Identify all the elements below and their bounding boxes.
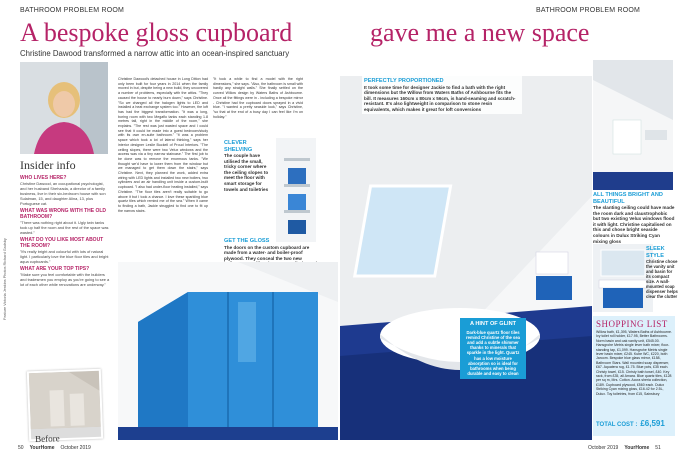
vanity-top-illustration (593, 60, 673, 190)
before-illustration (29, 371, 101, 429)
cupboard-illustration (118, 262, 338, 440)
brand-left: YourHome (29, 445, 55, 451)
caption-perfectly-proportioned (362, 76, 522, 114)
section-label-left: BATHROOM PROBLEM ROOM (20, 7, 125, 14)
caption-bright-text: The slanting ceiling could have made the room dark and claustrophobic but two existing Velux windows flood it with light. Christine capitalised on this and chose bright seaside colours in Dulux Striking Cyan mixing gloss (593, 205, 675, 244)
info-answer-4: "Make sure you feel comfortable with the builders and tradesmen you employ as you're going to see a lot of each other while renovations are underway." (20, 272, 110, 287)
info-question-3: WHAT DO YOU LIKE MOST ABOUT THE ROOM? (20, 237, 104, 249)
basin-illustration (593, 244, 653, 312)
caption-hint-of-glint (460, 318, 526, 379)
info-answer-3: "It's really bright and colourful with lots of natural light. I particularly love the blue floor tiles and bright aqua cupboards." (20, 249, 109, 264)
body-column-1: Christine Dawood's detached house in Long Ditton had only been built for four years in 2014 when the family moved in but, despite being a new build, they uncovered a number of problems, especially with the attics. "They caused the house to nearly burn down," says Christine. "So we changed all the halogen lights to LED and installed a heat exchange system too." However, the loft has had the biggest transformation. "It was a long, boring room with two Megaflo tanks each standing 1.8 metres tall, right in the middle of the room," she explains. "The rest was just wasted space and I could see that it could be made into a guest bedroom/study with its own en-suite bathroom." "It was a problem space which took a lot of lateral thinking," says her interior designer Leslie Buckell of Proud Interiors. "The ceiling slopes, there were two Velux windows and the access was via a tiny narrow staircase." The first job to be done was to remove the enormous tanks. "We thought we'd have to lower them from the window but we managed to get them down the stairs," says Christine. Next, they planned the work, added extra wiring with LED lights and installed two new boilers, two cylinders and an air handling unit inside a custom-built cupboard. "I also had under-floor heating installed," says Christine. "The floor tiles aren't really suitable to go above it but I took a chance. I love these sparkling blue quartz tiles which remind me of the sea." When it came to finding a bath, Jackie struggled to find one to fit up the narrow stairs. (118, 77, 208, 213)
insider-info-heading: Insider info (20, 158, 76, 172)
body-column-2: "It took a while to find a model with the right dimensions," she says. "Also, the bathroom is small with hardly any straight walls." She finally settled on the curved Willow design by Waters Baths of Ashbourne. Once all the fittings were in - including a bespoke mirror - Christine had the cupboard doors sprayed in a vivid blue. "I wanted a pretty seaside look," says Christine, "so that at the end of a busy day I can feel like I'm on holiday." (213, 77, 303, 119)
issue-date-right: October 2019 (588, 445, 619, 451)
info-answer-1: Christine Dawood, an occupational psychologist, and her husband Shehzada, a director of a family business, live in their six-bedroom house with son Sulaiman, 15, and daughter Alina, 13, plus Portuguese cat. (20, 181, 106, 206)
caption-bright-beautiful (593, 192, 675, 244)
caption-sleek-heading: SLEEK STYLE (646, 246, 665, 259)
portrait-illustration (20, 62, 108, 154)
shopping-list-items: Willow bath, £1,395, Waters Baths of Ashbourne. Ivy toilet roll holder, £17.95, Better Bathrooms. Norm basin and oak vanity unit, £545.00. Hansgrohe Metris single lever bath mixer, floor-standing tap, £1,099. Hansgrohe Metris single lever basin mixer, £245. Kube WC, £220, both Jaroom. Bespoke blue glass mirror, £158, Bathroom Stars. Wall mounted soap dispenser, £67. Aquatera rug, £1.75. Blue pots, £35 each. Christy towel, £15. Christy bath towel, £40. Key rack, from £35, all Amara. Blue quartz tiles, £128 per sq m, Mrs. Cotton. Accra sheria collection, £189. Cupboard plywood, £560 each. Dulux Striking Cyan mixing gloss, £16.42 for 2.5L, Dulux. Toy toiletries, from £15, Sainsbury (596, 330, 672, 396)
total-cost-label: TOTAL COST : (596, 422, 638, 428)
bathroom-main-photo (340, 76, 592, 440)
info-question-4: WHAT ARE YOUR TOP TIPS? (20, 266, 90, 272)
before-caption: Before (34, 433, 60, 445)
brand-right: YourHome (624, 445, 650, 451)
caption-perfect-text: It took some time for designer Jackie to find a bath with the right dimensions but the Willow from Waters Baths of Ashbourne fits the bill. It measures 160cm x 80cm x 56cm, is hand-seaming and scratch-resistant. It's also lightweight in comparison to stone resin equivalents, which makes it great for loft conversions (364, 84, 516, 112)
shopping-list (593, 316, 675, 436)
caption-hint-text: Dark-blue quartz floor tiles remind Christine of the sea and add a subtle shimmer thanks to minerals that sparkle in the light. Quartz has a low moisture absorption so is ideal for bathrooms when being durable and easy to clean (466, 329, 520, 377)
page-number-left: 50 (18, 445, 24, 451)
total-cost-value: £6,591 (640, 419, 665, 428)
vanity-photo-top (593, 60, 673, 190)
basin-photo (593, 244, 653, 312)
info-question-1: WHO LIVES HERE? (20, 175, 67, 181)
headline-left: A bespoke gloss cupboard (20, 18, 293, 47)
caption-sleek-text: Christine chose the vanity unit and basin for its compact size. A wall-mounted soap dispenser helps clear the clutter (646, 259, 678, 299)
caption-clever-heading: CLEVER SHELVING (224, 140, 253, 153)
insider-info-box (20, 158, 110, 287)
shopping-list-heading: SHOPPING LIST (596, 319, 668, 329)
photo-credit: Feature Victoria Jenkins Photos Richard Gadsby (3, 238, 7, 320)
footer-right (588, 445, 661, 451)
info-answer-2: "There was nothing right about it. Ugly twin tanks took up half the room and the rest of the space was wasted." (20, 220, 109, 235)
page-number-right: 51 (655, 445, 661, 451)
issue-date-left: October 2019 (60, 445, 91, 451)
cupboard-photo (118, 262, 338, 440)
caption-clever-shelving (224, 140, 274, 192)
standfirst: Christine Dawood transformed a narrow attic into an ocean-inspired sanctuary (20, 49, 290, 58)
footer-left (18, 445, 91, 451)
caption-sleek-style (646, 246, 678, 299)
shelving-photo (276, 138, 316, 242)
caption-bright-heading: ALL THINGS BRIGHT AND BEAUTIFUL (593, 192, 663, 205)
section-label-right: BATHROOM PROBLEM ROOM (536, 7, 641, 14)
info-question-2: WHAT WAS WRONG WITH THE OLD BATHROOM? (20, 208, 107, 220)
caption-gloss-text: The doors on the custom cupboard are made from a water- and boiler-proof plywood. They conceal the two new (224, 244, 310, 261)
caption-perfect-heading: PERFECTLY PROPORTIONED (364, 78, 444, 84)
headline-right: gave me a new space (370, 18, 590, 47)
portrait-photo (20, 62, 108, 154)
before-photo (27, 369, 103, 445)
shopping-total (596, 419, 672, 428)
caption-clever-text: The couple have utilised the small, tricky corner where the ceiling slopes to meet the floor with smart storage for towels and toiletries (224, 153, 269, 192)
shelving-illustration (276, 138, 316, 242)
caption-hint-heading: A HINT OF GLINT (469, 321, 517, 327)
bathroom-illustration (340, 76, 592, 440)
caption-gloss-heading: GET THE GLOSS (224, 238, 270, 244)
